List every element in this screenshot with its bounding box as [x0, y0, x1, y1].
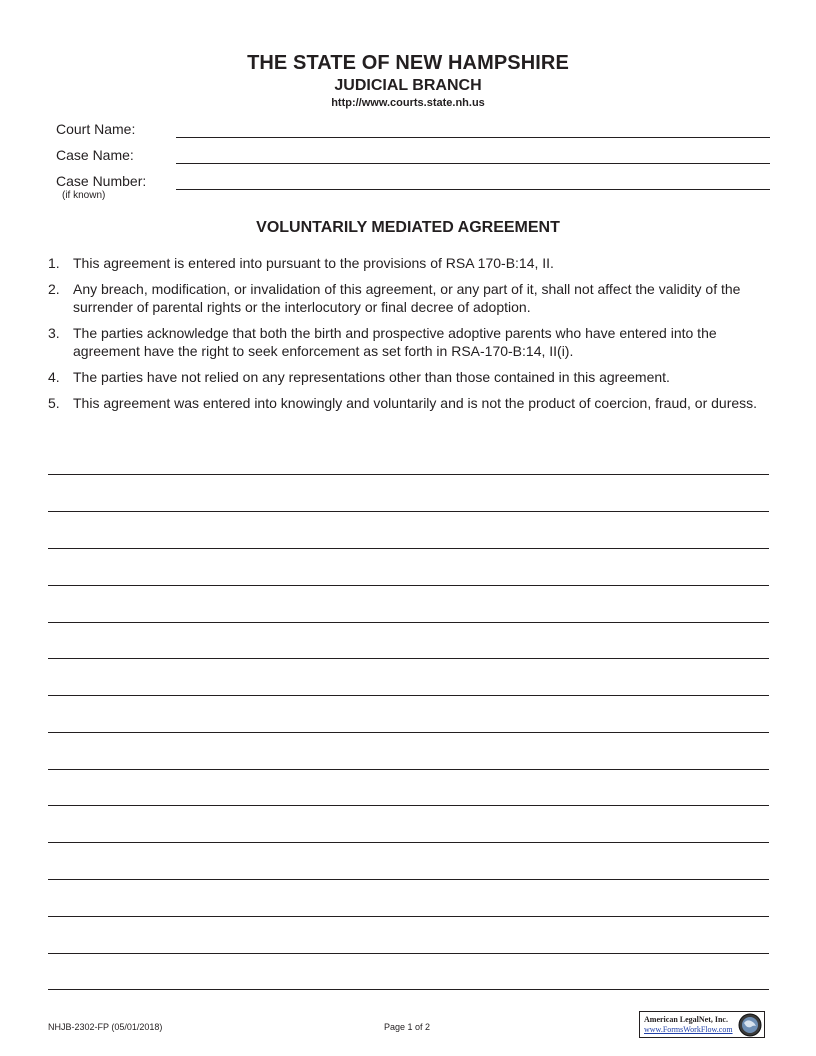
writing-line[interactable] [48, 769, 769, 770]
term-text: The parties have not relied on any representations other than those contained in this agreement. [73, 369, 670, 385]
agreement-term [48, 368, 768, 386]
term-number: 1. [48, 255, 60, 271]
state-title: THE STATE OF NEW HAMPSHIRE [247, 52, 569, 74]
term-number: 2. [48, 281, 60, 297]
writing-line[interactable] [48, 916, 769, 917]
publisher-link[interactable]: www.FormsWorkFlow.com [644, 1025, 733, 1034]
publisher-badge[interactable] [639, 1011, 765, 1038]
writing-line[interactable] [48, 695, 769, 696]
form-id: NHJB-2302-FP (05/01/2018) [48, 1022, 163, 1032]
court-name-label: Court Name: [56, 121, 136, 137]
case-name-field [56, 145, 770, 167]
case-number-label: Case Number: [56, 173, 147, 189]
publisher-name: American LegalNet, Inc. [644, 1015, 728, 1024]
term-text: Any breach, modification, or invalidation of this agreement, or any part of it, shall not affect the validity of the surrender of parental rights or the interlocutory or final decree of adoption. [73, 281, 741, 315]
court-name-line[interactable] [176, 137, 770, 138]
globe-logo-icon [738, 1013, 762, 1037]
judicial-branch-title: JUDICIAL BRANCH [334, 77, 482, 94]
term-text: This agreement was entered into knowingly and voluntarily and is not the product of coercion, fraud, or duress. [73, 395, 758, 411]
agreement-term [48, 280, 768, 316]
case-name-line[interactable] [176, 163, 770, 164]
writing-line[interactable] [48, 658, 769, 659]
writing-line[interactable] [48, 511, 769, 512]
agreement-terms-list [48, 254, 768, 420]
court-name-field [56, 119, 770, 141]
case-number-field [56, 171, 770, 193]
courts-url: http://www.courts.state.nh.us [331, 97, 485, 109]
writing-line[interactable] [48, 474, 769, 475]
writing-line[interactable] [48, 805, 769, 806]
writing-line[interactable] [48, 622, 769, 623]
document-header [0, 52, 816, 109]
agreement-term [48, 394, 768, 412]
case-name-label: Case Name: [56, 147, 134, 163]
case-number-note: (if known) [62, 190, 106, 201]
case-number-line[interactable] [176, 189, 770, 190]
term-number: 4. [48, 369, 60, 385]
agreement-term [48, 254, 768, 272]
writing-line[interactable] [48, 842, 769, 843]
term-number: 5. [48, 395, 60, 411]
term-text: The parties acknowledge that both the birth and prospective adoptive parents who have entered into the agreement have the right to seek enforcement as set forth in RSA-170-B:14, II(i). [73, 325, 717, 359]
agreement-term [48, 324, 768, 360]
page-number: Page 1 of 2 [384, 1022, 431, 1032]
writing-line[interactable] [48, 989, 769, 990]
term-text: This agreement is entered into pursuant to the provisions of RSA 170-B:14, II. [73, 255, 554, 271]
writing-line[interactable] [48, 879, 769, 880]
writing-line[interactable] [48, 732, 769, 733]
writing-line[interactable] [48, 953, 769, 954]
writing-line[interactable] [48, 585, 769, 586]
document-title: VOLUNTARILY MEDIATED AGREEMENT [256, 219, 560, 236]
writing-line[interactable] [48, 548, 769, 549]
term-number: 3. [48, 325, 60, 341]
